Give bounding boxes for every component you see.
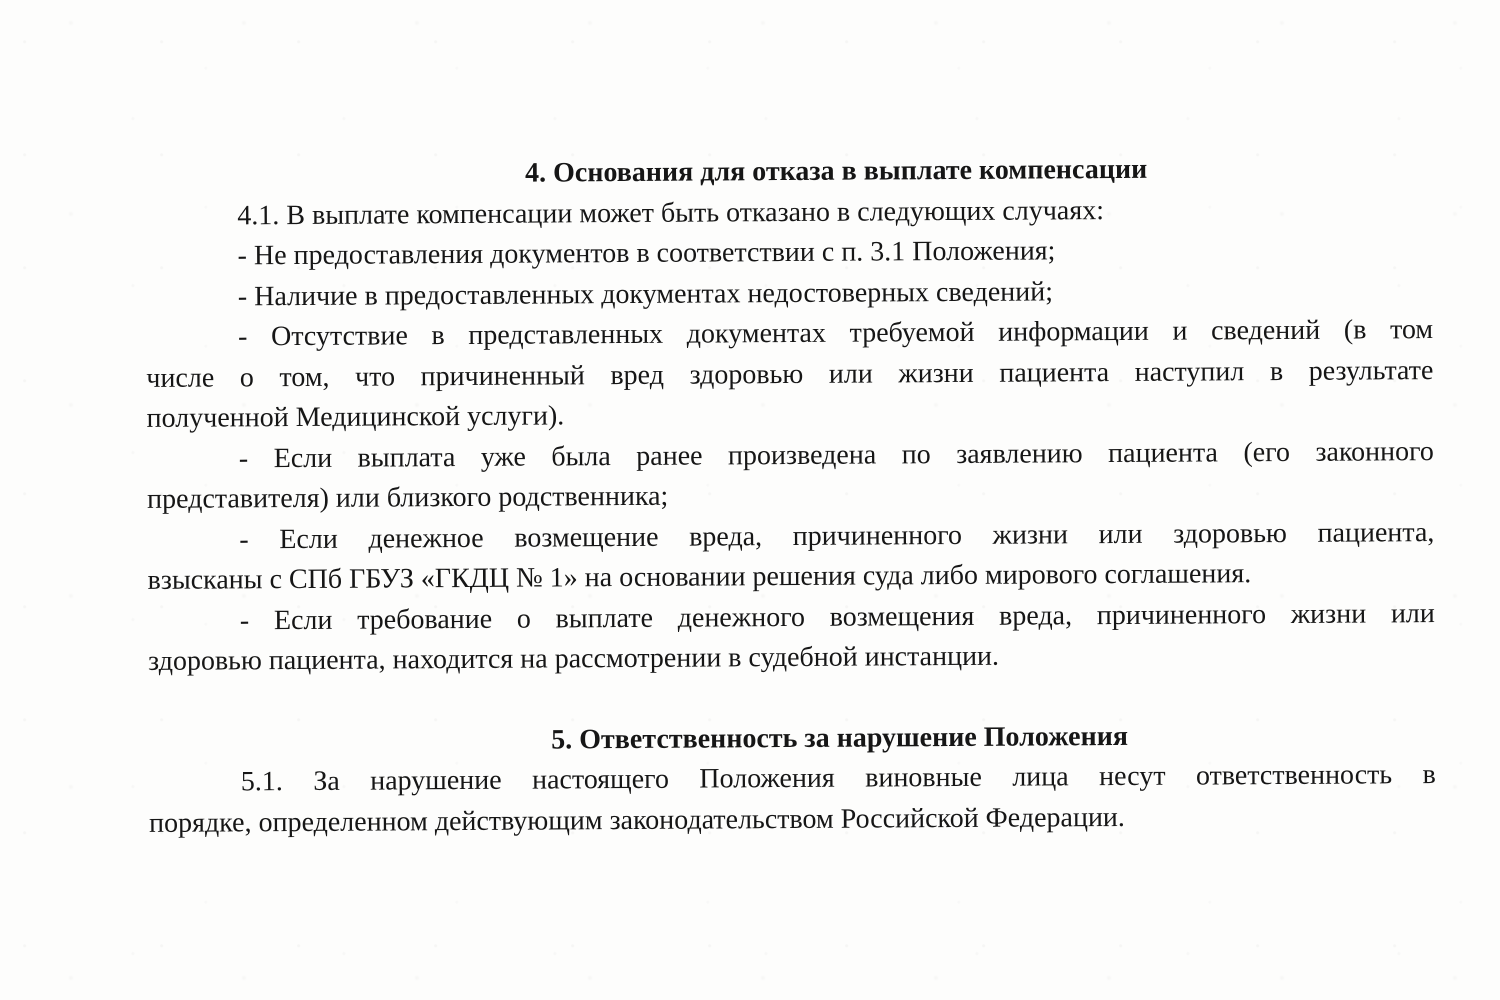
paragraph <box>149 755 1436 844</box>
paragraph <box>147 432 1434 521</box>
text-line: 4.1. В выплате компенсации может быть отказано в следующих случаях: <box>237 194 1105 231</box>
document-section <box>145 148 1435 682</box>
text-line: взысканы с СПб ГБУЗ «ГКДЦ № 1» на основании решения суда либо мирового соглашения. <box>147 558 1252 596</box>
document-page <box>145 148 1436 844</box>
section-heading: 5. Ответственность за нарушение Положения <box>551 720 1129 755</box>
text-line: полученной Медицинской услуги). <box>146 400 565 434</box>
section-heading: 4. Основания для отказа в выплате компенсации <box>524 153 1148 189</box>
paragraph <box>148 594 1435 683</box>
text-line: - Если денежное возмещение вреда, причиненного жизни или здоровью пациента, <box>239 516 1435 555</box>
text-line: - Наличие в предоставленных документах недостоверных сведений; <box>237 275 1054 312</box>
paragraph <box>146 310 1434 439</box>
text-line: числе о том, что причиненный вред здоровью или жизни пациента наступил в результате <box>146 354 1434 394</box>
text-line: - Если выплата уже была ранее произведена по заявлению пациента (его законного <box>238 435 1434 474</box>
text-line: порядке, определенном действующим законодательством Российской Федерации. <box>148 801 1125 839</box>
document-section <box>148 715 1436 844</box>
text-line: - Если требование о выплате денежного возмещения вреда, причиненного жизни или <box>239 597 1435 636</box>
text-line: - Не предоставления документов в соответствии с п. 3.1 Положения; <box>237 235 1056 272</box>
text-line: - Отсутствие в представленных документах требуемой информации и сведений (в том <box>238 314 1434 353</box>
text-line: здоровью пациента, находится на рассмотрении в судебной инстанции. <box>148 640 1000 677</box>
text-line: 5.1. За нарушение настоящего Положения виновные лица несут ответственность в <box>240 759 1436 798</box>
paragraph <box>147 513 1434 602</box>
text-line: представителя) или близкого родственника; <box>147 480 669 515</box>
